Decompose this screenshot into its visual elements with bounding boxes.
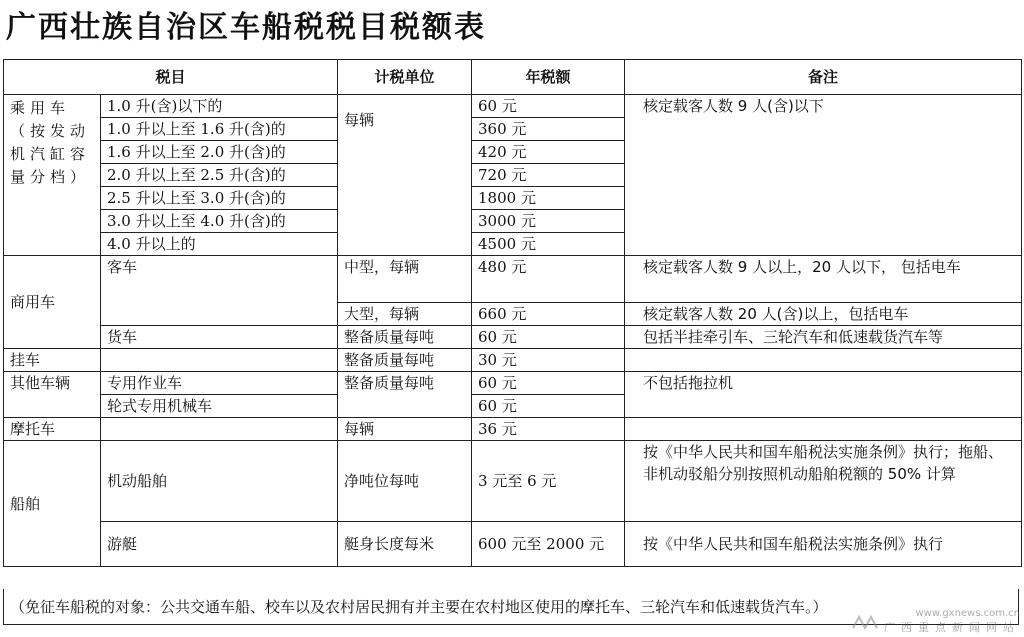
amount-cell: 600 元至 2000 元 — [472, 522, 625, 567]
header-unit: 计税单位 — [338, 60, 472, 95]
unit-cell: 中型，每辆 — [338, 256, 472, 303]
item-cell: 3.0 升以上至 4.0 升(含)的 — [101, 210, 338, 233]
amount-cell: 660 元 — [472, 303, 625, 326]
item-cell: 1.0 升以上至 1.6 升(含)的 — [101, 118, 338, 141]
footer-note: （免征车船税的对象：公共交通车船、校车以及农村居民拥有并主要在农村地区使用的摩托车、三轮汽车和低速载货汽车。） — [3, 589, 1019, 625]
note-cell — [625, 418, 1022, 441]
table-header-row — [4, 60, 1022, 95]
note-cell: 核定载客人数 20 人(含)以上，包括电车 — [625, 303, 1022, 326]
watermark-name: 广西重点新闻网站 — [884, 621, 1020, 634]
item-cell: 游艇 — [101, 522, 338, 567]
unit-cell: 整备质量每吨 — [338, 372, 472, 418]
note-cell: 核定载客人数 9 人以上，20 人以下， 包括电车 — [625, 256, 1022, 303]
page-title: 广西壮族自治区车船税税目税额表 — [6, 10, 486, 45]
category-vessel: 船舶 — [4, 441, 101, 567]
amount-cell: 30 元 — [472, 349, 625, 372]
note-cell: 按《中华人民共和国车船税法实施条例》执行；拖船、非机动驳船分别按照机动船舶税额的 50% 计算 — [625, 441, 1022, 522]
item-cell: 轮式专用机械车 — [101, 395, 338, 418]
table-row — [4, 522, 1022, 567]
table-row — [4, 349, 1022, 372]
gxnews-logo-icon — [851, 614, 879, 630]
table-row — [4, 418, 1022, 441]
table-row — [4, 256, 1022, 303]
item-cell: 2.0 升以上至 2.5 升(含)的 — [101, 164, 338, 187]
item-cell: 1.0 升(含)以下的 — [101, 95, 338, 118]
amount-cell: 60 元 — [472, 326, 625, 349]
item-cell: 客车 — [101, 256, 338, 326]
amount-cell: 3000 元 — [472, 210, 625, 233]
category-passenger: 乘用车（按发动机汽缸容量分档） — [4, 95, 101, 256]
amount-cell: 60 元 — [472, 95, 625, 118]
unit-cell: 艇身长度每米 — [338, 522, 472, 567]
unit-cell: 大型，每辆 — [338, 303, 472, 326]
table-row — [4, 95, 1022, 118]
amount-cell: 36 元 — [472, 418, 625, 441]
unit-cell: 净吨位每吨 — [338, 441, 472, 522]
category-other: 其他车辆 — [4, 372, 101, 418]
item-cell: 机动船舶 — [101, 441, 338, 522]
category-trailer: 挂车 — [4, 349, 101, 372]
amount-cell: 720 元 — [472, 164, 625, 187]
item-cell — [101, 418, 338, 441]
header-amount: 年税额 — [472, 60, 625, 95]
category-motorcycle: 摩托车 — [4, 418, 101, 441]
note-cell: 按《中华人民共和国车船税法实施条例》执行 — [625, 522, 1022, 567]
amount-cell: 360 元 — [472, 118, 625, 141]
amount-cell: 60 元 — [472, 372, 625, 395]
item-cell: 2.5 升以上至 3.0 升(含)的 — [101, 187, 338, 210]
unit-cell: 整备质量每吨 — [338, 326, 472, 349]
unit-cell: 整备质量每吨 — [338, 349, 472, 372]
note-cell — [625, 349, 1022, 372]
tax-rate-table — [3, 59, 1022, 567]
item-cell: 1.6 升以上至 2.0 升(含)的 — [101, 141, 338, 164]
category-commercial: 商用车 — [4, 256, 101, 349]
item-cell: 4.0 升以上的 — [101, 233, 338, 256]
header-item: 税目 — [4, 60, 338, 95]
item-cell: 专用作业车 — [101, 372, 338, 395]
item-cell — [101, 349, 338, 372]
amount-cell: 3 元至 6 元 — [472, 441, 625, 522]
amount-cell: 1800 元 — [472, 187, 625, 210]
note-cell: 包括半挂牵引车、三轮汽车和低速载货汽车等 — [625, 326, 1022, 349]
table-row — [4, 441, 1022, 522]
header-note: 备注 — [625, 60, 1022, 95]
unit-cell: 每辆 — [338, 95, 472, 256]
unit-cell: 每辆 — [338, 418, 472, 441]
table-row — [4, 326, 1022, 349]
amount-cell: 4500 元 — [472, 233, 625, 256]
amount-cell: 480 元 — [472, 256, 625, 303]
table-row — [4, 372, 1022, 395]
watermark — [851, 608, 1020, 635]
watermark-url: www.gxnews.com.cn — [915, 608, 1020, 619]
amount-cell: 420 元 — [472, 141, 625, 164]
note-cell: 不包括拖拉机 — [625, 372, 1022, 418]
amount-cell: 60 元 — [472, 395, 625, 418]
item-cell: 货车 — [101, 326, 338, 349]
note-cell: 核定载客人数 9 人(含)以下 — [625, 95, 1022, 256]
